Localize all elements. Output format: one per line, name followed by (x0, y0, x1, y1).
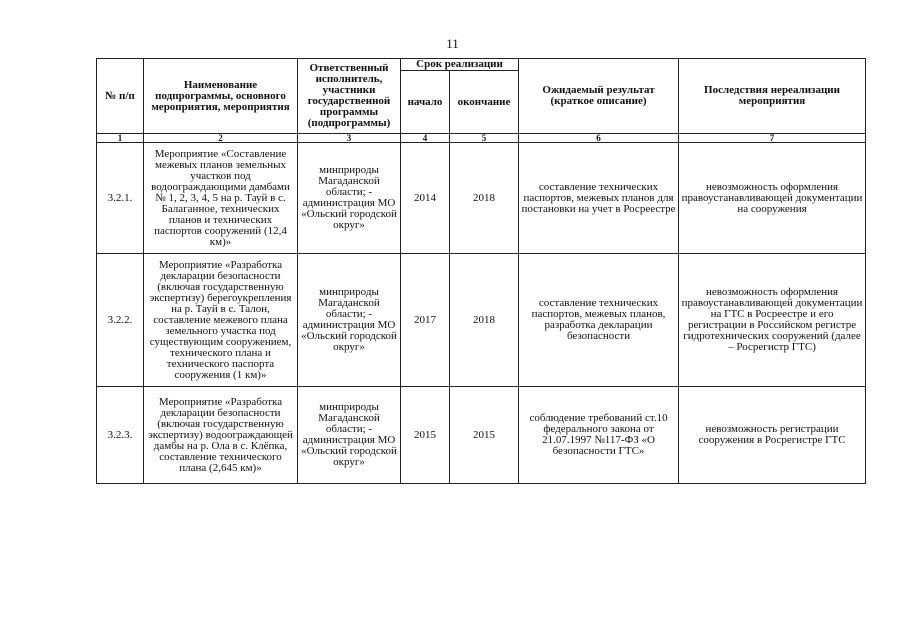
start-year: 2015 (401, 387, 450, 484)
header-end: окончание (450, 71, 519, 134)
page-number: 11 (446, 36, 459, 51)
consequences: невозможность регистрации сооружения в Росрегистре ГТС (679, 387, 866, 484)
program-activities-table (96, 58, 866, 484)
header-num: № п/п (97, 59, 144, 134)
row-number: 3.2.2. (97, 254, 144, 387)
expected-result: соблюдение требований ст.10 федерального закона от 21.07.1997 №117-ФЗ «О безопасности ГТС» (519, 387, 679, 484)
table-row (97, 143, 866, 254)
start-year: 2014 (401, 143, 450, 254)
activity-name: Мероприятие «Составление межевых планов земельных участков под водоограждающими дамбами № 1, 2, 3, 4, 5 на р. Тауй в с. Балаганное, технических планов и технических паспортов сооружений (12,4 км)» (144, 143, 298, 254)
column-number: 3 (298, 134, 401, 143)
responsible-executor: минприроды Магаданской области; - администрация МО «Ольский городской округ» (298, 254, 401, 387)
header-start: начало (401, 71, 450, 134)
header-term: Срок реализации (401, 59, 519, 71)
column-number: 6 (519, 134, 679, 143)
activity-name: Мероприятие «Разработка декларации безопасности (включая государственную экспертизу) водоограждающей дамбы на р. Ола в с. Клёпка, составление технического плана (2,645 км)» (144, 387, 298, 484)
header-consequences: Последствия нереализации мероприятия (679, 59, 866, 134)
column-number-row (97, 134, 866, 143)
row-number: 3.2.1. (97, 143, 144, 254)
column-number: 4 (401, 134, 450, 143)
activity-name: Мероприятие «Разработка декларации безопасности (включая государственную экспертизу) берегоукрепления на р. Тауй в с. Талон, составление межевого плана земельного участка под существующим сооружением, технического плана и технического паспорта сооружения (1 км)» (144, 254, 298, 387)
end-year: 2018 (450, 254, 519, 387)
expected-result: составление технических паспортов, межевых планов, разработка декларации безопасности (519, 254, 679, 387)
column-number: 1 (97, 134, 144, 143)
row-number: 3.2.3. (97, 387, 144, 484)
consequences: невозможность оформления правоустанавливающей документации на ГТС в Росреестре и его регистрации в Российском регистре гидротехнических сооружений (далее – Росрегистр ГТС) (679, 254, 866, 387)
consequences: невозможность оформления правоустанавливающей документации на сооружения (679, 143, 866, 254)
start-year: 2017 (401, 254, 450, 387)
responsible-executor: минприроды Магаданской области; - администрация МО «Ольский городской округ» (298, 143, 401, 254)
column-number: 5 (450, 134, 519, 143)
end-year: 2018 (450, 143, 519, 254)
header-row-top (97, 59, 866, 71)
table-row (97, 254, 866, 387)
column-number: 7 (679, 134, 866, 143)
header-name: Наименование подпрограммы, основного мероприятия, мероприятия (144, 59, 298, 134)
header-responsible: Ответственный исполнитель, участники государственной программы (подпрограммы) (298, 59, 401, 134)
expected-result: составление технических паспортов, межевых планов для постановки на учет в Росреестре (519, 143, 679, 254)
column-number: 2 (144, 134, 298, 143)
responsible-executor: минприроды Магаданской области; - администрация МО «Ольский городской округ» (298, 387, 401, 484)
end-year: 2015 (450, 387, 519, 484)
header-result: Ожидаемый результат (краткое описание) (519, 59, 679, 134)
table-row (97, 387, 866, 484)
